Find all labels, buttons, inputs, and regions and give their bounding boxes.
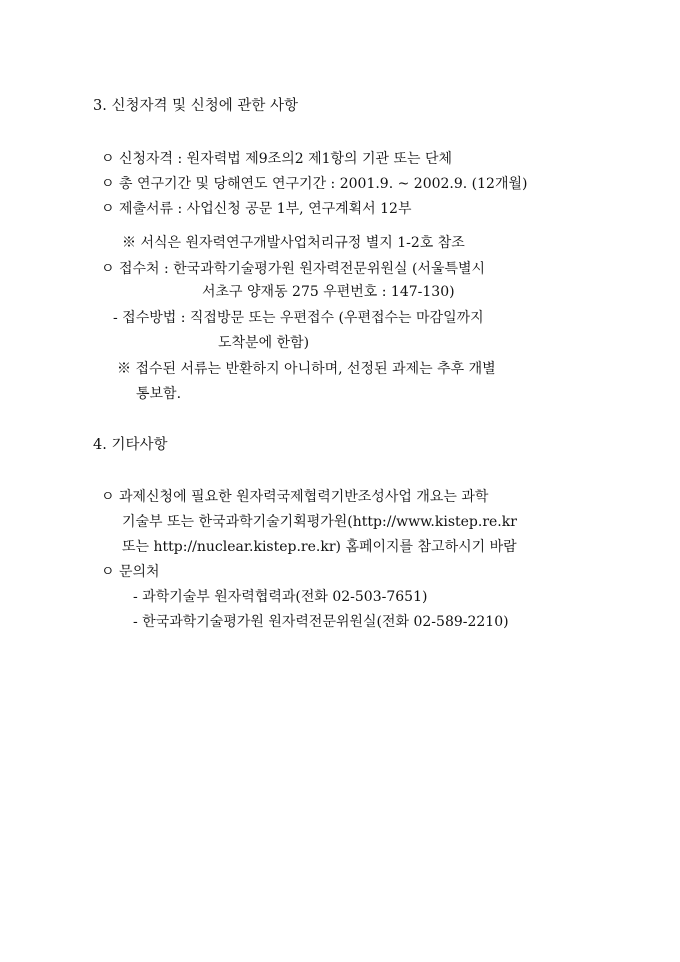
submission-documents-item: ㅇ 제출서류 : 사업신청 공문 1부, 연구계획서 12부 bbox=[101, 201, 412, 217]
document-return-note-line-2: 통보함. bbox=[136, 386, 182, 402]
submission-method-line-1: - 접수방법 : 직접방문 또는 우편접수 (우편접수는 마감일까지 bbox=[113, 310, 484, 326]
research-period-item: ㅇ 총 연구기간 및 당해연도 연구기간 : 2001.9. ~ 2002.9. (12개월) bbox=[101, 176, 528, 192]
overview-line-3: 또는 http://nuclear.kistep.re.kr) 홈페이지를 참고하시기 바람 bbox=[122, 539, 517, 555]
overview-line-1: ㅇ 과제신청에 필요한 원자력국제협력기반조성사업 개요는 과학 bbox=[101, 489, 489, 505]
contact-ministry: - 과학기술부 원자력협력과(전화 02-503-7651) bbox=[133, 589, 428, 605]
contact-heading: ㅇ 문의처 bbox=[101, 564, 160, 580]
section-3-heading: 3. 신청자격 및 신청에 관한 사항 bbox=[93, 98, 298, 114]
submission-method-line-2: 도착분에 한함) bbox=[218, 335, 310, 351]
receiver-line-2: 서초구 양재동 275 우편번호 : 147-130) bbox=[202, 284, 455, 300]
section-4-heading: 4. 기타사항 bbox=[93, 437, 168, 453]
contact-kistep: - 한국과학기술평가원 원자력전문위원실(전화 02-589-2210) bbox=[133, 614, 509, 630]
form-reference-note: ※ 서식은 원자력연구개발사업처리규정 별지 1-2호 참조 bbox=[122, 235, 465, 251]
overview-line-2: 기술부 또는 한국과학기술기획평가원(http://www.kistep.re.kr bbox=[122, 514, 517, 530]
document-return-note-line-1: ※ 접수된 서류는 반환하지 아니하며, 선정된 과제는 추후 개별 bbox=[117, 361, 496, 377]
eligibility-item: ㅇ 신청자격 : 원자력법 제9조의2 제1항의 기관 또는 단체 bbox=[101, 151, 453, 167]
receiver-line-1: ㅇ 접수처 : 한국과학기술평가원 원자력전문위원실 (서울특별시 bbox=[101, 261, 486, 277]
